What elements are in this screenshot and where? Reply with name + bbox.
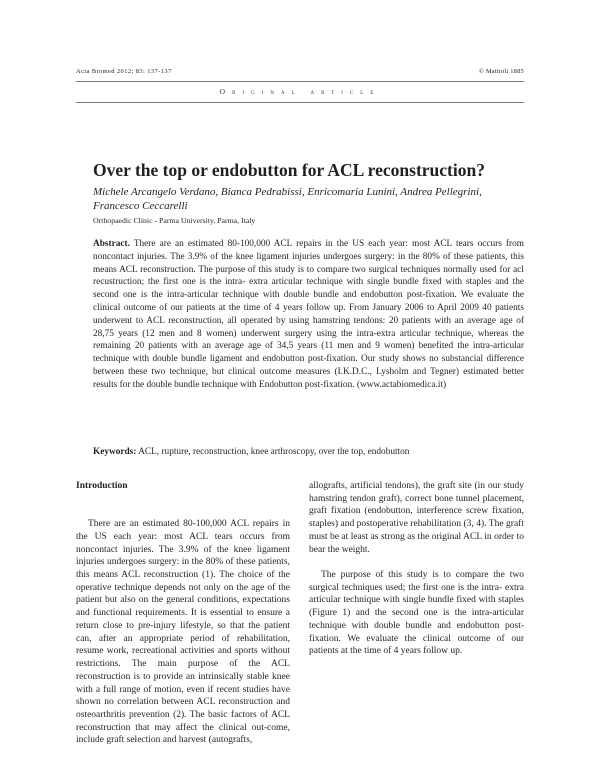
intro-paragraph-1-continued: allografts, artificial tendons), the graft site (in our study hamstring tendon graft), correct bone tunnel placement, graft fixation (endobutton, interference screw fixation, staples) and postoperative rehabilitation (3, 4). The graft must be at least as strong as the original ACL in order to bear the weight. (309, 481, 524, 555)
body-column-left (76, 480, 290, 747)
header-rule-top (76, 81, 524, 82)
paragraph-gap (309, 556, 524, 569)
header-rule-bottom (76, 102, 524, 103)
keywords-text: ACL, rupture, reconstruction, knee arthroscopy, over the top, endobutton (138, 447, 410, 457)
abstract-label: Abstract. (93, 239, 130, 249)
section-label: Original article (219, 87, 381, 96)
author-list: Michele Arcangelo Verdano, Bianca Pedrabissi, Enricomaria Lunini, Andrea Pellegrini, Francesco Ceccarelli (93, 186, 482, 212)
keywords-label: Keywords: (93, 447, 137, 457)
intro-paragraph-2: The purpose of this study is to compare the two surgical techniques used; the first one is the intra- extra articular technique with single bundle fixed with staples (Figure 1) and the second one is the intra-articular technique with double bundle and endobutton post-fixation. We evaluate the clinical outcome of our patients at the time of 4 years follow up. (309, 570, 524, 657)
abstract (93, 238, 524, 392)
intro-paragraph-1: There are an estimated 80-100,000 ACL repairs in the US each year: most ACL tears occurs from noncontact injuries. The 3.9% of the knee ligament injuries undergoes surgery: in the 80% of these patients, this means ACL reconstruction (1). The choice of the operative technique depends not only on the age of the patient but also on the general conditions, expectations and functional requirements. It is essential to ensure a return close to pre-injury lifestyle, so that the patient can, after an appropriate period of rehabilitation, resume work, recreational activities and sports without restrictions. The main purpose of the ACL reconstruction is to provide an intrinsically stable knee with a full range of motion, even if recent studies have shown no correlation between ACL reconstruction and osteoarthritis prevention (2). The basic factors of ACL reconstruction that may affect the clinical out-come, include graft selection and harvest (autografts, (76, 519, 290, 746)
abstract-text: There are an estimated 80-100,000 ACL repairs in the US each year: most ACL tears occurs from noncontact injuries. The 3.9% of the knee ligament injuries undergoes surgery: in the 80% of these patients, this means ACL reconstruction. The purpose of this study is to compare two surgical techniques normally used for acl recustruction; the first one is the intra- extra articular technique with single bundle fixed with staples and the second one is the intra-articular technique with double bundle and endobutton post-fixation. We evaluate the clinical outcome of our patients at the time of 4 years follow up. From January 2006 to April 2009 40 patients underwent to ACL reconstruction, all operated by using hamstring tendons: 20 patients with an average age of 28,75 years (12 men and 8 women) underwent surgery using the intra-extra articular technique, whereas the remaining 20 patients with an average age of 34,5 years (11 men and 9 women) benefited the intra-articular technique with double bundle ligament and endobutton post-fixation. Our study shows no substancial difference between these two technique, but clinical outcome measures (I.K.D.C., Lysholm and Tegner) estimated better results for the double bundle technique with Endobutton post-fixation. (www.actabiomedica.it) (93, 239, 524, 390)
journal-citation: Acta Biomed 2012; 83: 137-137 (76, 68, 172, 75)
section-heading-introduction: Introduction (76, 481, 128, 491)
keywords (93, 446, 524, 459)
affiliation: Orthopaedic Clinic - Parma University, Parma, Italy (93, 216, 256, 225)
body-column-right (309, 480, 524, 658)
copyright-notice: © Mattioli 1885 (478, 68, 524, 75)
article-title: Over the top or endobutton for ACL reconstruction? (93, 160, 485, 180)
